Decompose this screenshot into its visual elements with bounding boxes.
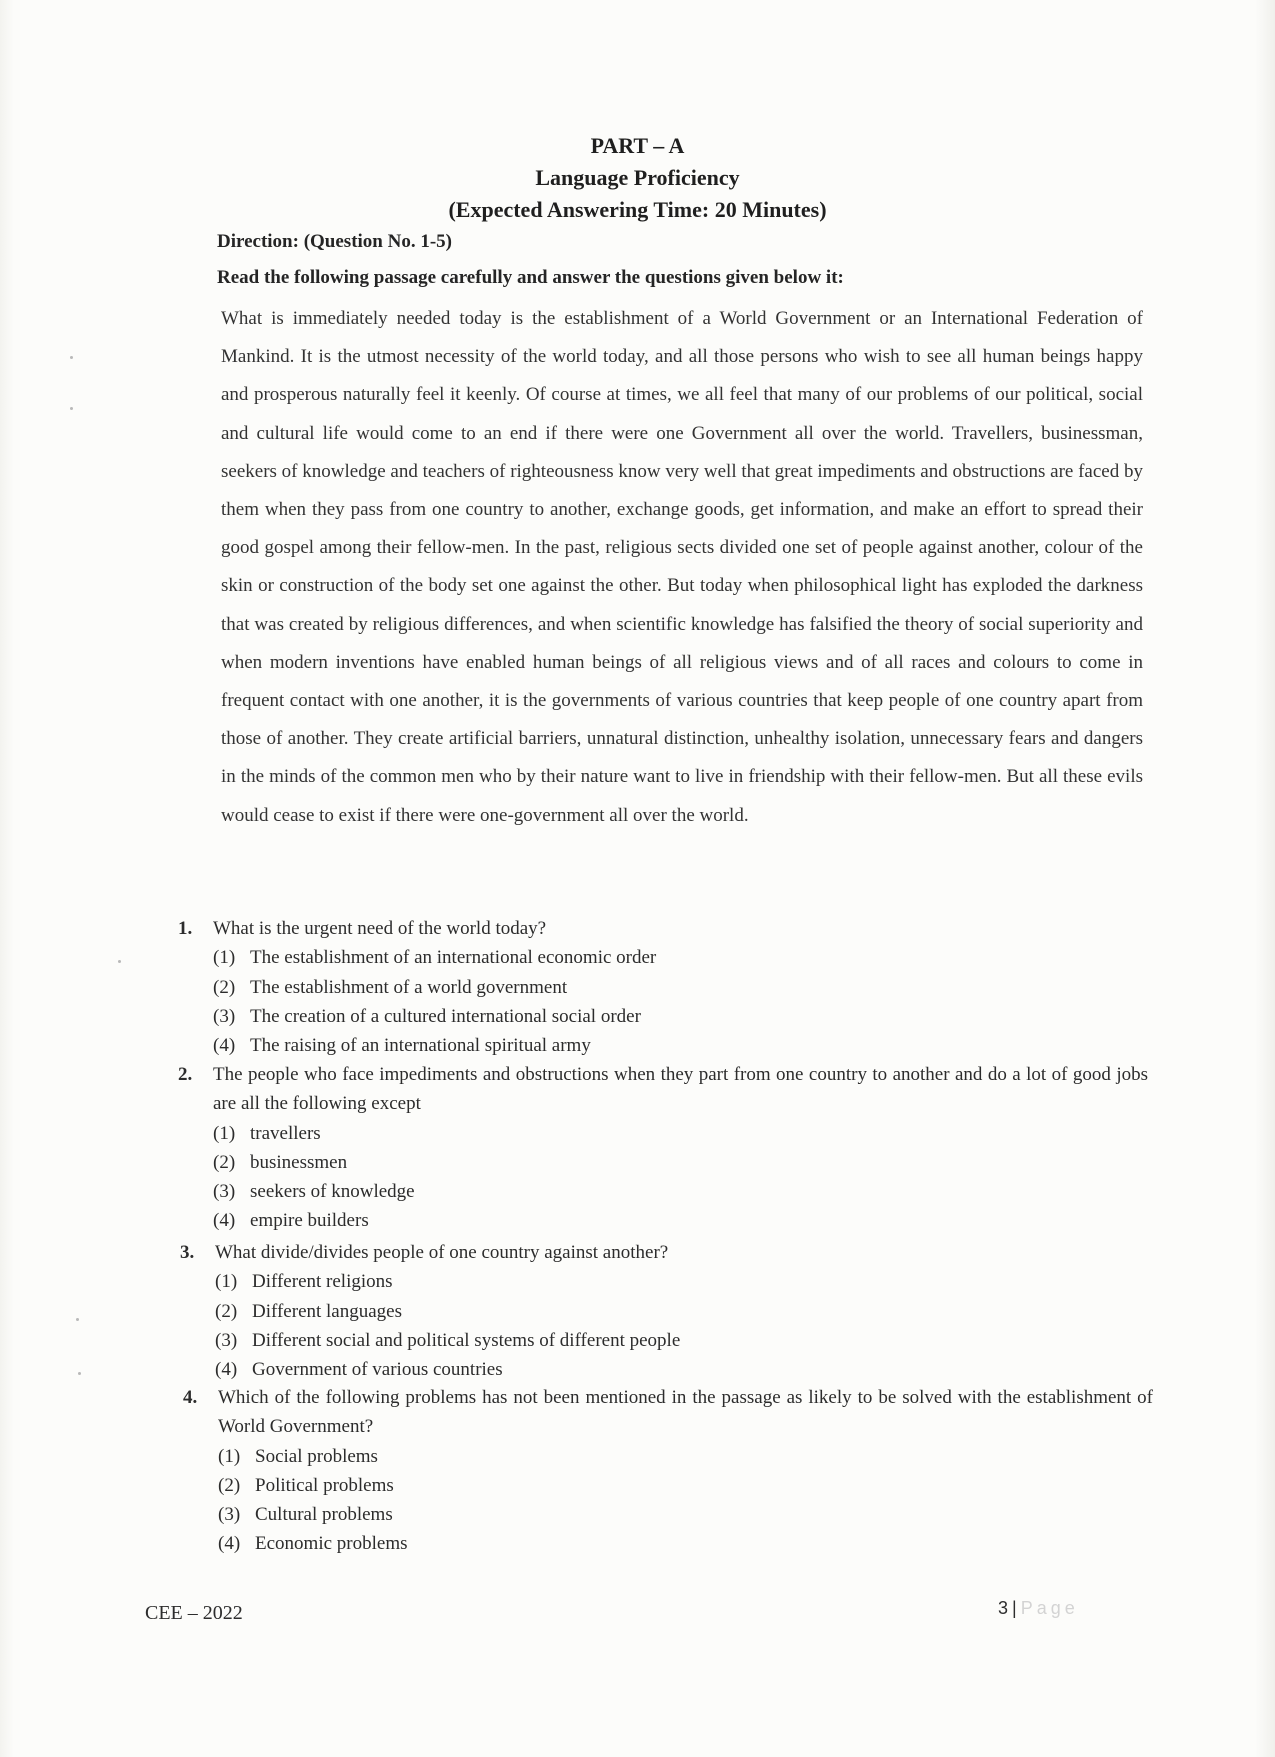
time-heading: (Expected Answering Time: 20 Minutes) [448,197,827,222]
option-2 [213,973,1148,1002]
option-2 [215,1297,1150,1326]
option-4 [215,1355,1150,1384]
exam-code-footer: CEE – 2022 [145,1602,243,1624]
option-4 [213,1206,1148,1235]
option-2 [218,1471,1153,1500]
option-number: (2) [218,1474,241,1496]
option-text: Different social and political systems of different people [252,1329,681,1351]
option-number: (2) [215,1300,238,1322]
option-2 [213,1148,1148,1177]
option-1 [213,943,1148,972]
question-text: What is the urgent need of the world today? [213,918,547,939]
option-number: (1) [215,1271,238,1293]
instruction-text: Read the following passage carefully and answer the questions given below it: [217,267,844,288]
question-text: What divide/divides people of one country against another? [215,1242,669,1263]
option-1 [215,1267,1150,1296]
page-separator: | [1012,1598,1017,1618]
question-1 [178,914,1148,1060]
option-4 [213,1031,1148,1060]
question-4 [183,1383,1153,1559]
question-2 [178,1060,1148,1236]
option-4 [218,1529,1153,1558]
option-text: Social problems [255,1445,378,1467]
option-text: seekers of knowledge [250,1181,415,1203]
option-1 [213,1119,1148,1148]
question-number: 4. [183,1387,198,1408]
option-text: Cultural problems [255,1504,393,1526]
option-number: (1) [213,1122,236,1144]
option-number: (4) [218,1533,241,1555]
page-number: 3 [998,1598,1009,1618]
option-3 [213,1002,1148,1031]
reading-passage: What is immediately needed today is the establishment of a World Government or an International Federation of Mankind. It is the utmost necessity of the world today, and all those persons who wish to see all human beings happy and prosperous naturally feel it keenly. Of course at times, we all feel that many of our problems of our political, social and cultural life would come to an end if there were one Government all over the world. Travellers, businessman, seekers of knowledge and teachers of righteousness know very well that great impediments and obstructions are faced by them when they pass from one country to another, exchange goods, get information, and make an effort to spread their good gospel among their fellow-men. In the past, religious sects divided one set of people against another, colour of the skin or construction of the body set one against the other. But today when philosophical light has exploded the darkness that was created by religious differences, and when scientific knowledge has falsified the theory of social superiority and when modern inventions have enabled human beings of all religious views and of all races and colours to come in frequent contact with one another, it is the governments of various countries that keep people of one country apart from those of another. They create artificial barriers, unnatural distinction, unhealthy isolation, unnecessary fears and dangers in the minds of the common men who by their nature want to live in friendship with their fellow-men. But all these evils would cease to exist if there were one-government all over the world. [221,308,1143,826]
option-3 [215,1326,1150,1355]
option-number: (4) [213,1035,236,1057]
question-3 [180,1238,1150,1384]
option-1 [218,1442,1153,1471]
scan-speck [78,1372,81,1375]
option-number: (2) [213,976,236,998]
option-3 [213,1177,1148,1206]
scan-speck [76,1318,79,1321]
option-number: (3) [215,1329,238,1351]
option-number: (1) [213,947,236,969]
option-number: (3) [213,1005,236,1027]
scan-speck [70,407,73,410]
scan-speck [70,356,73,359]
option-number: (1) [218,1445,241,1467]
option-text: travellers [250,1122,321,1144]
option-text: empire builders [250,1210,369,1232]
question-number: 1. [178,918,193,939]
scan-speck [118,960,121,963]
option-number: (4) [213,1210,236,1232]
option-text: businessmen [250,1151,348,1173]
option-text: The raising of an international spiritual army [250,1035,591,1057]
option-text: Economic problems [255,1533,408,1555]
option-number: (4) [215,1359,238,1381]
section-heading: Language Proficiency [535,165,740,190]
direction-label: Direction: (Question No. 1-5) [217,231,453,252]
option-number: (3) [213,1181,236,1203]
question-number: 3. [180,1242,195,1263]
option-text: Political problems [255,1474,394,1496]
part-heading: PART – A [590,133,685,158]
page-label: Page [1020,1598,1079,1618]
option-number: (2) [213,1151,236,1173]
option-3 [218,1500,1153,1529]
option-number: (3) [218,1504,241,1526]
option-text: Different religions [252,1271,393,1293]
question-text: Which of the following problems has not been mentioned in the passage as likely to be solved with the establishment of World Government? [218,1387,1153,1438]
option-text: The establishment of a world government [250,976,568,998]
option-text: Government of various countries [252,1359,503,1381]
option-text: The creation of a cultured international social order [250,1005,641,1027]
option-text: The establishment of an international economic order [250,947,657,969]
option-text: Different languages [252,1300,403,1322]
question-number: 2. [178,1064,193,1085]
page-number-footer [998,1598,1079,1619]
question-text: The people who face impediments and obstructions when they part from one country to another and do a lot of good jobs are all the following except [213,1064,1148,1115]
